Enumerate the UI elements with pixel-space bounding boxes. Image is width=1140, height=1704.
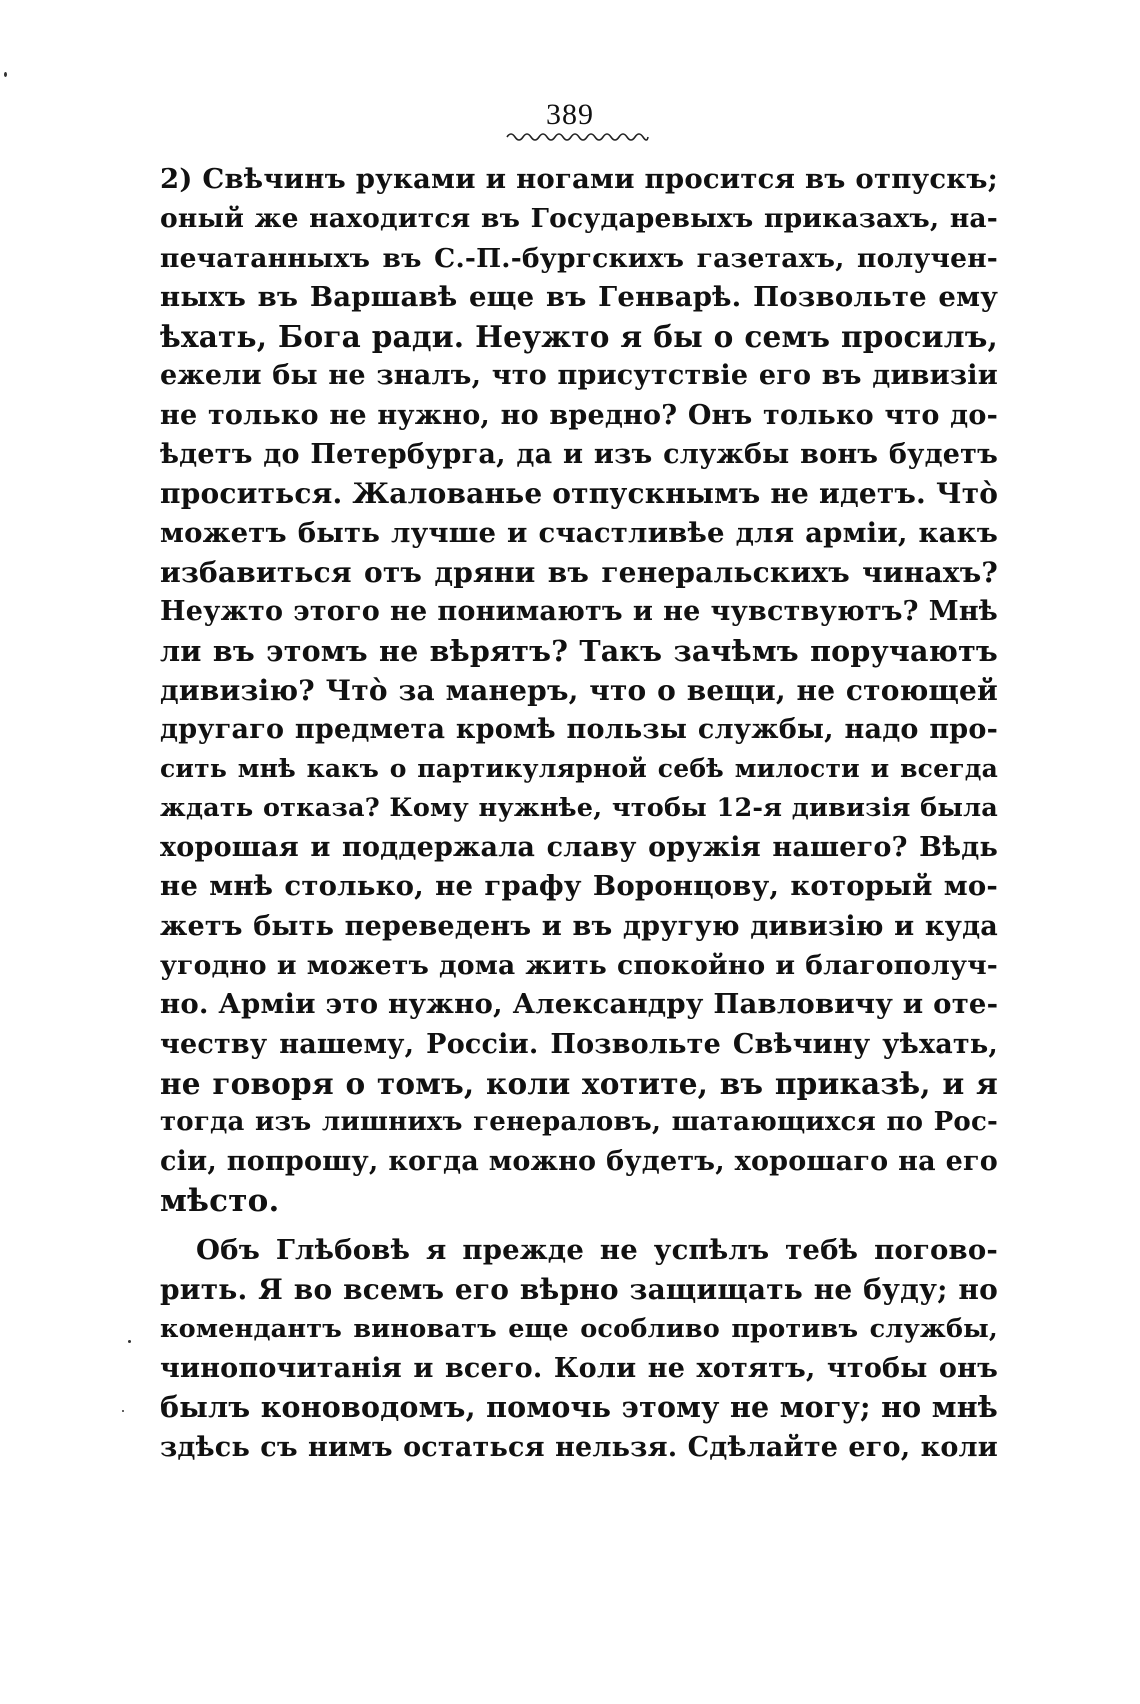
text-line: ли въ этомъ не вѣрятъ? Такъ зачѣмъ поручаютъ xyxy=(160,633,998,668)
scan-speck xyxy=(122,1410,124,1412)
text-line: 2) Свѣчинъ руками и ногами просится въ отпускъ; xyxy=(160,163,998,195)
text-line: ѣхать, Бога ради. Неужто я бы о семъ просилъ, xyxy=(160,319,998,355)
text-line: не мнѣ столько, не графу Воронцову, который мо- xyxy=(160,870,998,903)
text-line: не говоря о томъ, коли хотите, въ приказѣ, и я xyxy=(160,1065,998,1101)
text-line: рить. Я во всемъ его вѣрно защищать не буду; но xyxy=(160,1273,998,1307)
text-line: ныхъ въ Варшавѣ еще въ Генварѣ. Позвольте ему xyxy=(160,280,998,313)
scan-speck xyxy=(128,1340,131,1343)
text-line: избавиться отъ дряни въ генеральскихъ чинахъ? xyxy=(160,555,998,589)
text-line: здѣсь съ нимъ остаться нельзя. Сдѣлайте его, коли xyxy=(160,1431,998,1463)
paragraph-gap xyxy=(160,1221,998,1231)
text-line: тогда изъ лишнихъ генераловъ, шатающихся по Рос- xyxy=(160,1107,998,1138)
text-line: но. Арміи это нужно, Александру Павловичу и оте- xyxy=(160,988,999,1021)
text-line: печатанныхъ въ С.-П.-бургскихъ газетахъ, получен- xyxy=(160,242,998,274)
text-line: ѣдетъ до Петербурга, да и изъ службы вонъ будетъ xyxy=(160,439,998,471)
text-line: Объ Глѣбовѣ я прежде не успѣлъ тебѣ погово- xyxy=(196,1234,998,1267)
text-line: былъ коноводомъ, помочь этому не могу; но мнѣ xyxy=(160,1390,998,1425)
text-line: жетъ быть переведенъ и въ другую дивизію и куда xyxy=(160,910,998,942)
text-line: ежели бы не зналъ, что присутствіе его въ дивизіи xyxy=(160,360,998,392)
text-line: другаго предмета кромѣ пользы службы, надо про- xyxy=(160,714,998,746)
text-line: угодно и можетъ дома жить спокойно и благополуч- xyxy=(160,949,998,981)
text-line: сить мнѣ какъ о партикулярной себѣ милости и всегда xyxy=(160,754,998,784)
main-text xyxy=(160,160,998,1467)
text-line: ждать отказа? Кому нужнѣе, чтобы 12-я дивизія была xyxy=(160,792,998,823)
text-line: хорошая и поддержала славу оружія нашего? Вѣдь xyxy=(160,832,998,864)
text-line: проситься. Жалованье отпускнымъ не идетъ. Что̀ xyxy=(160,477,999,511)
text-line: мѣсто. xyxy=(160,1182,280,1219)
text-line: Неужто этого не понимаютъ и не чувствуютъ? Мнѣ xyxy=(160,596,998,628)
text-line: не только не нужно, но вредно? Онъ только что до- xyxy=(160,399,998,431)
text-line: оный же находится въ Государевыхъ приказахъ, на- xyxy=(160,203,998,235)
text-line: сіи, попрошу, когда можно будетъ, хорошаго на его xyxy=(160,1146,998,1178)
text-line: чинопочитанія и всего. Коли не хотятъ, чтобы онъ xyxy=(160,1352,998,1384)
text-line: можетъ быть лучше и счастливѣе для арміи, какъ xyxy=(160,516,998,549)
ornament-divider xyxy=(505,128,650,144)
scan-speck xyxy=(4,72,7,77)
paragraph-2 xyxy=(160,1231,998,1467)
page-number: 389 xyxy=(546,98,594,131)
text-line: честву нашему, Россіи. Позвольте Свѣчину уѣхать, xyxy=(160,1028,998,1060)
text-line: дивизію? Что̀ за манеръ, что о вещи, не стоющей xyxy=(160,673,998,707)
text-line: комендантъ виноватъ еще особливо противъ службы, xyxy=(160,1313,998,1344)
paragraph-1 xyxy=(160,160,998,1221)
